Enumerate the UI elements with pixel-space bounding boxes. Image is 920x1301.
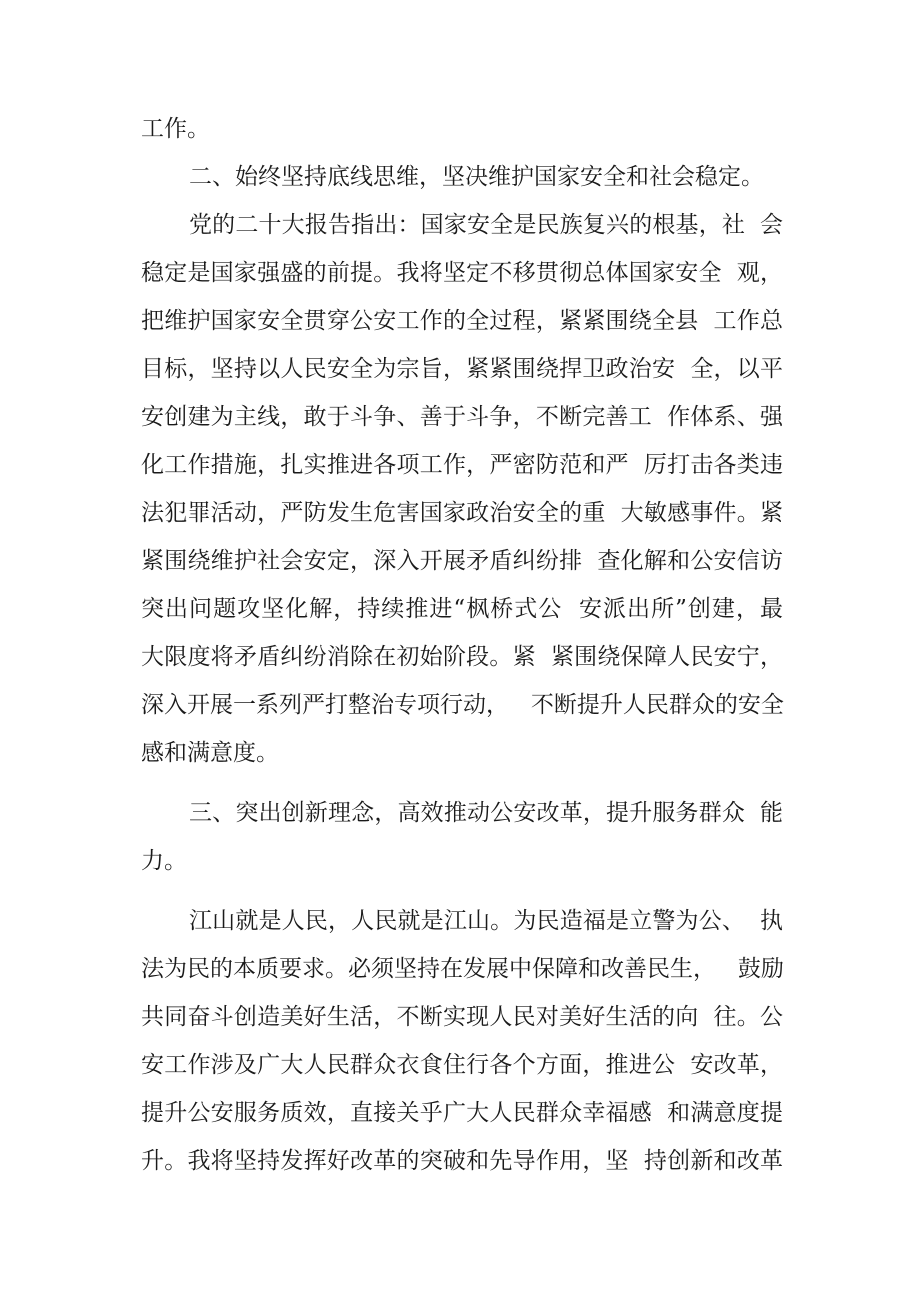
text-line: 江山就是人民，人民就是江山。为民造福是立警为公、 执 <box>189 908 783 934</box>
text-line: 法为民的本质要求。必须坚持在发展中保障和改善民生， 鼓励 <box>141 956 784 982</box>
text-line: 党的二十大报告指出：国家安全是民族复兴的根基，社 会 <box>189 212 783 238</box>
text-line: 化工作措施，扎实推进各项工作，严密防范和严 厉打击各类违 <box>141 452 783 478</box>
text-line: 大限度将矛盾纠纷消除在初始阶段。紧 紧围绕保障人民安宁， <box>141 644 783 670</box>
text-line: 稳定是国家强盛的前提。我将坚定不移贯彻总体国家安全 观， <box>141 260 783 286</box>
section-heading: 力。 <box>141 848 187 874</box>
text-line: 法犯罪活动，严防发生危害国家政治安全的重 大敏感事件。紧 <box>141 500 783 526</box>
text-line: 把维护国家安全贯穿公安工作的全过程，紧紧围绕全县 工作总 <box>141 308 783 334</box>
text-line: 共同奋斗创造美好生活，不断实现人民对美好生活的向 往。公 <box>141 1004 783 1030</box>
section-heading: 三、突出创新理念，高效推动公安改革，提升服务群众 能 <box>189 800 783 826</box>
text-line: 感和满意度。 <box>141 740 279 766</box>
text-line: 安工作涉及广大人民群众衣食住行各个方面，推进公 安改革， <box>141 1052 783 1078</box>
text-line: 深入开展一系列严打整治专项行动， 不断提升人民群众的安全 <box>141 692 784 718</box>
text-line: 安创建为主线，敢于斗争、善于斗争，不断完善工 作体系、强 <box>141 404 783 430</box>
text-line: 目标，坚持以人民安全为宗旨，紧紧围绕捍卫政治安 全，以平 <box>141 356 783 382</box>
text-line: 突出问题攻坚化解，持续推进“枫桥式公 安派出所”创建，最 <box>141 596 783 622</box>
text-line: 紧围绕维护社会安定，深入开展矛盾纠纷排 查化解和公安信访 <box>141 548 783 574</box>
text-line: 升。我将坚持发挥好改革的突破和先导作用，坚 持创新和改革 <box>141 1148 783 1174</box>
text-line: 提升公安服务质效，直接关乎广大人民群众幸福感 和满意度提 <box>141 1100 783 1126</box>
section-heading: 二、始终坚持底线思维，坚决维护国家安全和社会稳定。 <box>189 164 764 190</box>
text-line: 工作。 <box>141 116 210 142</box>
